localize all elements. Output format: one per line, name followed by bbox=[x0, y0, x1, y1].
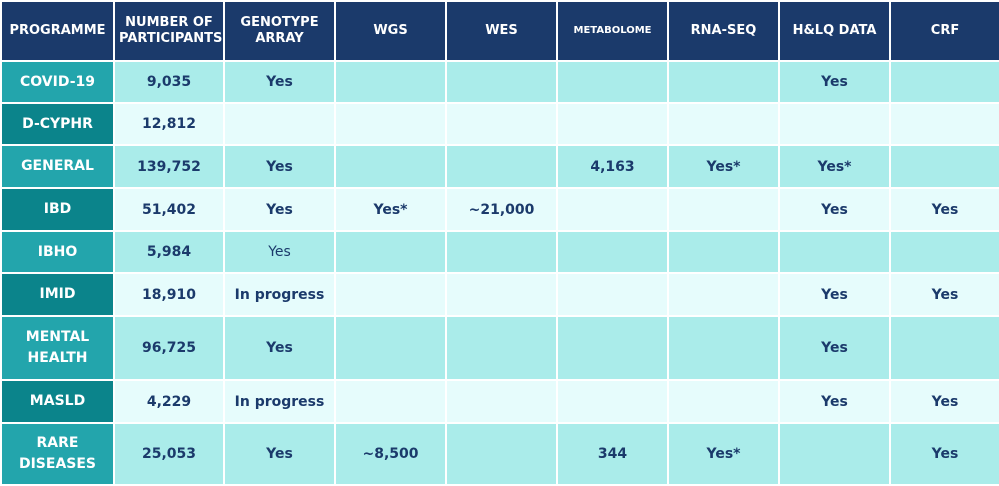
cell-wes bbox=[446, 103, 557, 145]
cell-rna-seq bbox=[668, 380, 779, 423]
header-genotype-array: GENOTYPE ARRAY bbox=[224, 1, 335, 61]
cell-wgs bbox=[335, 145, 446, 188]
cell-hlq-data bbox=[779, 231, 890, 273]
cell-programme: COVID-19 bbox=[1, 61, 114, 103]
cell-wes bbox=[446, 423, 557, 485]
header-number-of-participants: NUMBER OF PARTICIPANTS bbox=[114, 1, 224, 61]
cell-wes bbox=[446, 145, 557, 188]
header-wgs: WGS bbox=[335, 1, 446, 61]
table-row bbox=[1, 188, 999, 231]
cell-participants: 51,402 bbox=[114, 188, 224, 231]
cell-rna-seq: Yes* bbox=[668, 423, 779, 485]
cell-metabolome bbox=[557, 316, 668, 380]
cell-rna-seq bbox=[668, 61, 779, 103]
cell-wgs: ~8,500 bbox=[335, 423, 446, 485]
cell-hlq-data bbox=[779, 423, 890, 485]
cell-crf bbox=[890, 61, 999, 103]
cell-metabolome bbox=[557, 61, 668, 103]
cell-genotype-array bbox=[224, 103, 335, 145]
header-wes: WES bbox=[446, 1, 557, 61]
cell-metabolome bbox=[557, 380, 668, 423]
table-row bbox=[1, 316, 999, 380]
cell-wgs bbox=[335, 61, 446, 103]
cell-metabolome: 344 bbox=[557, 423, 668, 485]
cell-hlq-data: Yes* bbox=[779, 145, 890, 188]
table-row bbox=[1, 61, 999, 103]
cell-crf bbox=[890, 145, 999, 188]
cell-rna-seq bbox=[668, 273, 779, 316]
cell-wes bbox=[446, 316, 557, 380]
cell-rna-seq bbox=[668, 316, 779, 380]
cell-crf: Yes bbox=[890, 188, 999, 231]
cell-crf bbox=[890, 103, 999, 145]
cell-programme: MENTAL HEALTH bbox=[1, 316, 114, 380]
cell-hlq-data: Yes bbox=[779, 316, 890, 380]
cell-genotype-array: Yes bbox=[224, 145, 335, 188]
cell-crf bbox=[890, 231, 999, 273]
cell-rna-seq bbox=[668, 188, 779, 231]
header-hlq-data: H&LQ DATA bbox=[779, 1, 890, 61]
cell-participants: 139,752 bbox=[114, 145, 224, 188]
cell-wes: ~21,000 bbox=[446, 188, 557, 231]
cell-wgs bbox=[335, 231, 446, 273]
header-row bbox=[1, 1, 999, 61]
cell-genotype-array: Yes bbox=[224, 231, 335, 273]
cell-genotype-array: In progress bbox=[224, 273, 335, 316]
cell-crf: Yes bbox=[890, 380, 999, 423]
cell-participants: 9,035 bbox=[114, 61, 224, 103]
cell-programme: D-CYPHR bbox=[1, 103, 114, 145]
cell-metabolome: 4,163 bbox=[557, 145, 668, 188]
header-metabolome: METABOLOME bbox=[557, 1, 668, 61]
table-row bbox=[1, 103, 999, 145]
cell-crf bbox=[890, 316, 999, 380]
table-row bbox=[1, 231, 999, 273]
cell-wgs bbox=[335, 380, 446, 423]
cell-wes bbox=[446, 380, 557, 423]
table-row bbox=[1, 423, 999, 485]
cell-hlq-data: Yes bbox=[779, 188, 890, 231]
cell-hlq-data: Yes bbox=[779, 273, 890, 316]
cell-wgs bbox=[335, 273, 446, 316]
cell-genotype-array: Yes bbox=[224, 423, 335, 485]
cell-programme: IMID bbox=[1, 273, 114, 316]
cell-participants: 18,910 bbox=[114, 273, 224, 316]
cell-hlq-data: Yes bbox=[779, 61, 890, 103]
table-row bbox=[1, 273, 999, 316]
cell-rna-seq: Yes* bbox=[668, 145, 779, 188]
cell-metabolome bbox=[557, 188, 668, 231]
cell-programme: MASLD bbox=[1, 380, 114, 423]
cell-programme: IBHO bbox=[1, 231, 114, 273]
cell-rna-seq bbox=[668, 231, 779, 273]
cell-wes bbox=[446, 273, 557, 316]
cell-metabolome bbox=[557, 103, 668, 145]
cell-crf: Yes bbox=[890, 273, 999, 316]
cell-programme: IBD bbox=[1, 188, 114, 231]
header-crf: CRF bbox=[890, 1, 999, 61]
cell-participants: 5,984 bbox=[114, 231, 224, 273]
cell-participants: 25,053 bbox=[114, 423, 224, 485]
cell-crf: Yes bbox=[890, 423, 999, 485]
cell-wgs: Yes* bbox=[335, 188, 446, 231]
cell-participants: 96,725 bbox=[114, 316, 224, 380]
cell-wes bbox=[446, 231, 557, 273]
cell-programme: RARE DISEASES bbox=[1, 423, 114, 485]
cell-programme: GENERAL bbox=[1, 145, 114, 188]
cell-wgs bbox=[335, 103, 446, 145]
cell-hlq-data: Yes bbox=[779, 380, 890, 423]
cell-metabolome bbox=[557, 273, 668, 316]
cell-participants: 12,812 bbox=[114, 103, 224, 145]
cell-genotype-array: Yes bbox=[224, 61, 335, 103]
cell-rna-seq bbox=[668, 103, 779, 145]
cell-participants: 4,229 bbox=[114, 380, 224, 423]
cell-genotype-array: Yes bbox=[224, 188, 335, 231]
cell-metabolome bbox=[557, 231, 668, 273]
table-row bbox=[1, 380, 999, 423]
cell-wes bbox=[446, 61, 557, 103]
table-row bbox=[1, 145, 999, 188]
cell-hlq-data bbox=[779, 103, 890, 145]
cell-genotype-array: Yes bbox=[224, 316, 335, 380]
header-programme: PROGRAMME bbox=[1, 1, 114, 61]
cell-wgs bbox=[335, 316, 446, 380]
header-rna-seq: RNA-SEQ bbox=[668, 1, 779, 61]
cell-genotype-array: In progress bbox=[224, 380, 335, 423]
